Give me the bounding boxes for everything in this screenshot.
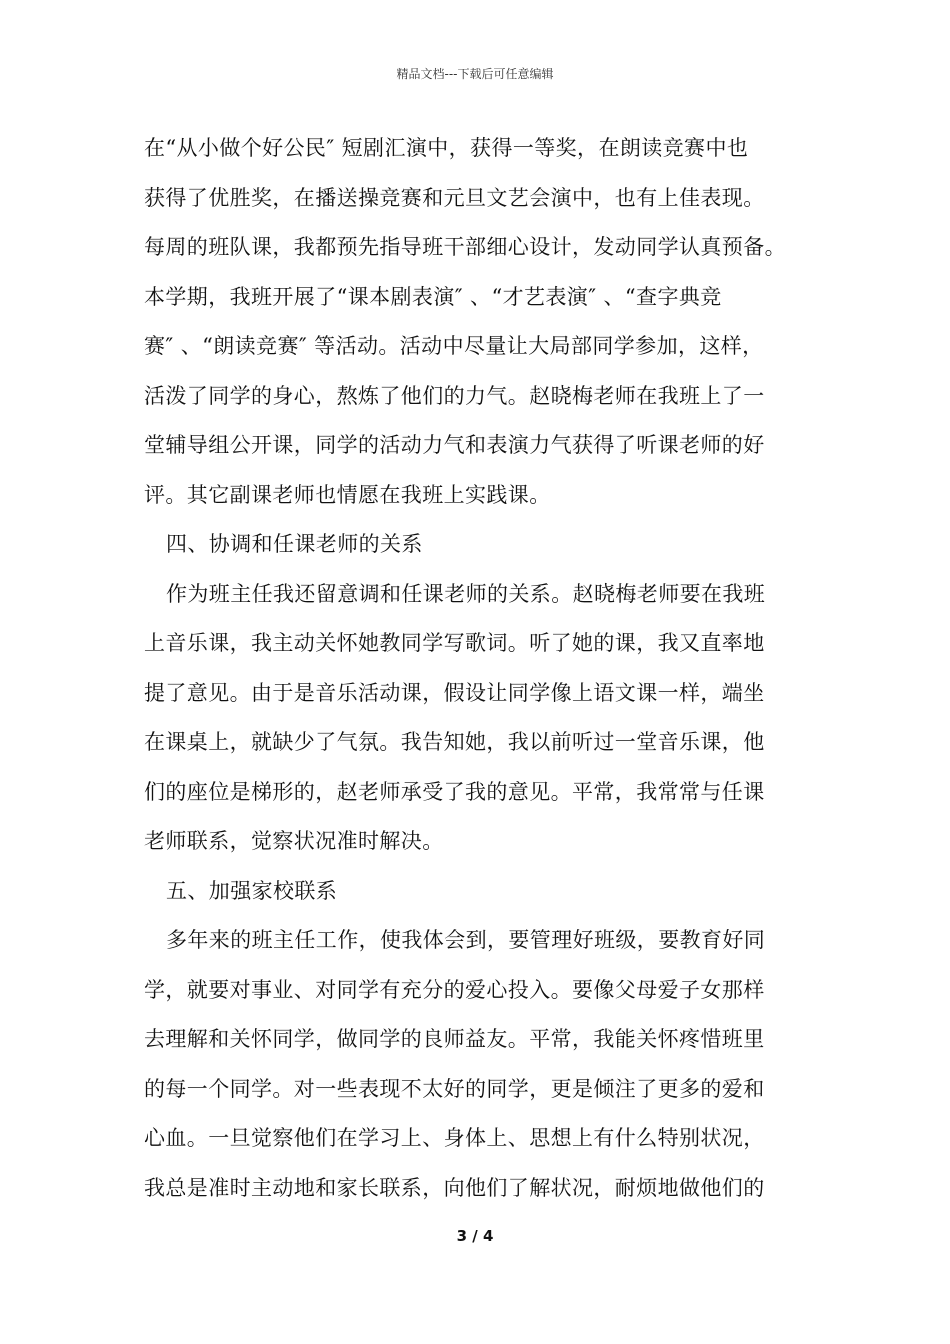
- page-header: 精品文档---下载后可任意编辑: [396, 67, 554, 81]
- paragraph-line: 评。其它副课老师也情愿在我班上实践课。: [144, 482, 551, 507]
- paragraph-line: 去理解和关怀同学，做同学的良师益友。平常，我能关怀疼惜班里: [144, 1027, 765, 1051]
- paragraph-line: 多年来的班主任工作，使我体会到，要管理好班级，要教育好同: [166, 928, 766, 952]
- paragraph-line: 赛″ 、“朗读竞赛″ 等活动。活动中尽量让大局部同学参加，这样，: [144, 334, 764, 358]
- paragraph-line: 学，就要对事业、对同学有充分的爱心投入。要像父母爱子女那样: [144, 977, 765, 1002]
- paragraph-line: 活泼了同学的身心，熬炼了他们的力气。赵晓梅老师在我班上了一: [144, 383, 765, 408]
- section-heading: 四、协调和任课老师的关系: [166, 532, 423, 556]
- paragraph-line: 获得了优胜奖，在播送操竞赛和元旦文艺会演中，也有上佳表现。: [144, 185, 765, 210]
- paragraph-line: 堂辅导组公开课，同学的活动力气和表演力气获得了听课老师的好: [144, 433, 765, 457]
- paragraph-line: 本学期，我班开展了“课本剧表演″ 、“才艺表演″ 、“查字典竞: [144, 284, 722, 309]
- document-body: [144, 124, 834, 1213]
- paragraph-line: 的每一个同学。对一些表现不太好的同学，更是倾注了更多的爱和: [144, 1076, 765, 1101]
- paragraph-line: 们的座位是梯形的，赵老师承受了我的意见。平常，我常常与任课: [144, 779, 765, 804]
- paragraph-line: 老师联系，觉察状况准时解决。: [144, 829, 444, 853]
- paragraph-line: 每周的班队课，我都预先指导班干部细心设计，发动同学认真预备。: [144, 235, 786, 259]
- paragraph-line: 在“从小做个好公民″ 短剧汇演中，获得一等奖，在朗读竞赛中也: [144, 136, 749, 160]
- page-number: 3 / 4: [456, 1227, 494, 1245]
- section-heading: 五、加强家校联系: [166, 878, 338, 903]
- paragraph-line: 上音乐课，我主动关怀她教同学写歌词。听了她的课，我又直率地: [144, 631, 765, 655]
- paragraph-line: 在课桌上，就缺少了气氛。我告知她，我以前听过一堂音乐课，他: [144, 730, 765, 754]
- paragraph-line: 提了意见。由于是音乐活动课，假设让同学像上语文课一样，端坐: [144, 680, 765, 705]
- paragraph-line: 我总是准时主动地和家长联系，向他们了解状况，耐烦地做他们的: [144, 1175, 765, 1200]
- paragraph-line: 作为班主任我还留意调和任课老师的关系。赵晓梅老师要在我班: [166, 581, 766, 606]
- paragraph-line: 心血。一旦觉察他们在学习上、身体上、思想上有什么特别状况，: [144, 1126, 765, 1150]
